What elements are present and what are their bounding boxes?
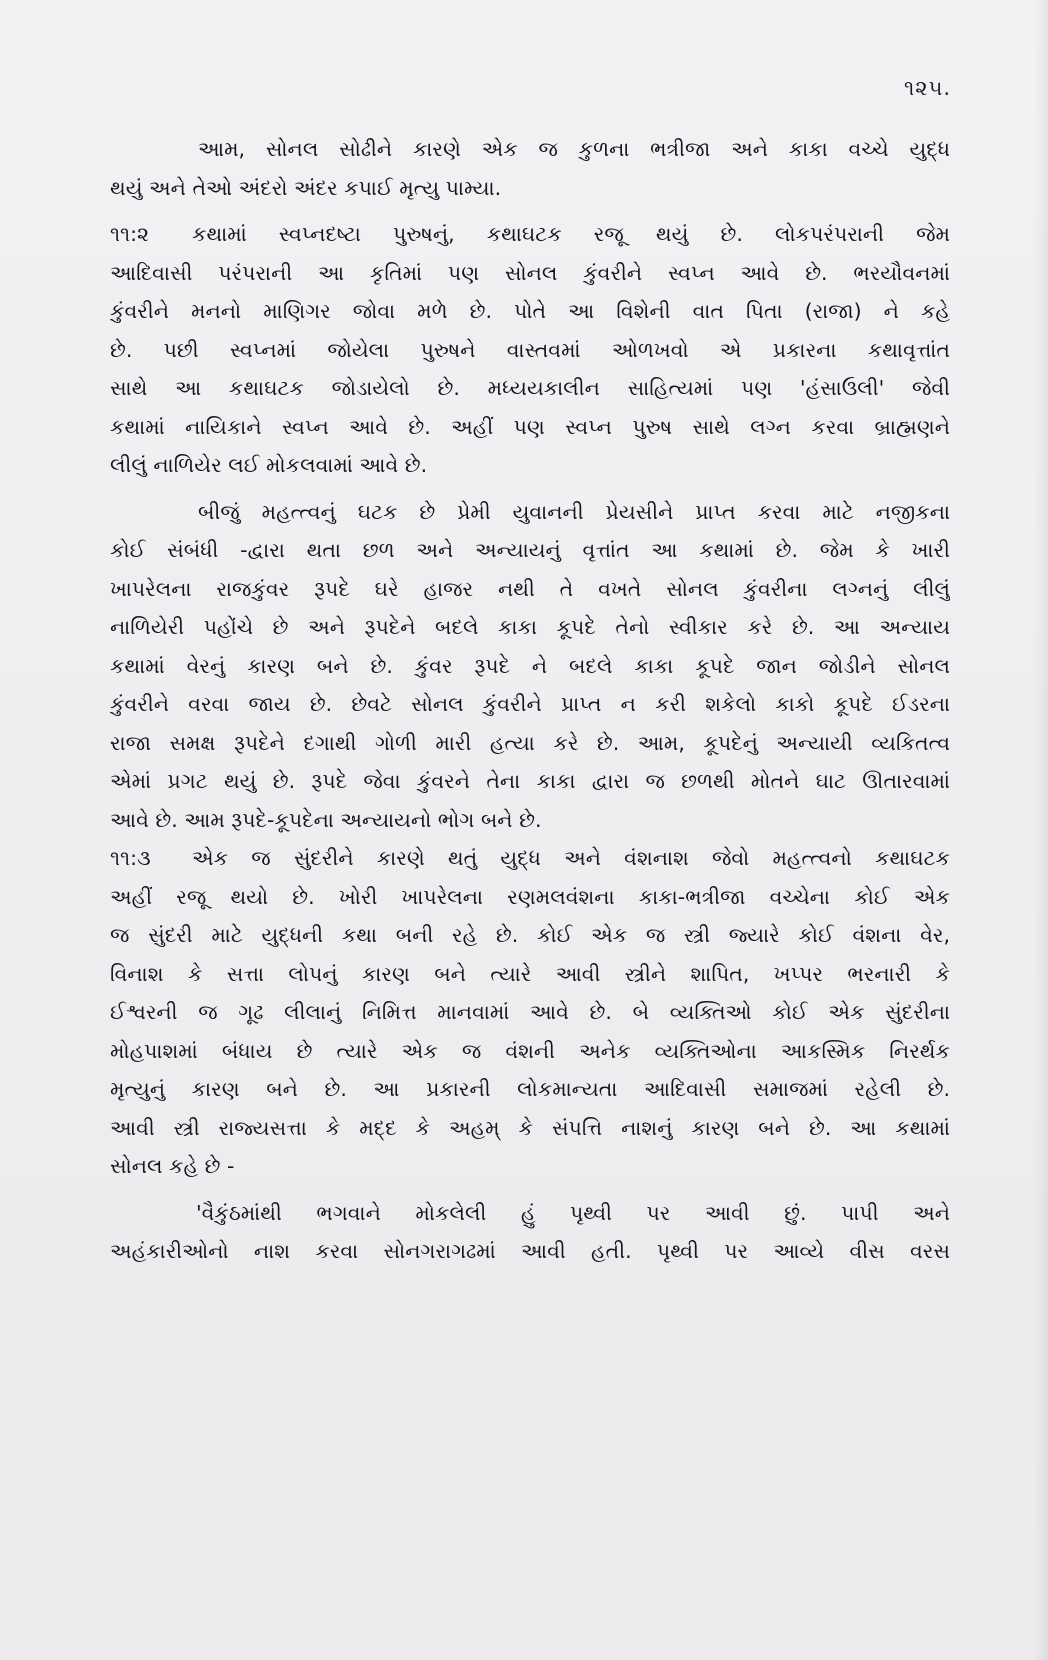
text-line: લીલું નાળિયેર લઈ મોકલવામાં આવે છે. bbox=[110, 453, 428, 477]
text-line: છે. પછી સ્વપ્નમાં જોયેલા પુરુષને વાસ્તવમાં ઓળખવો એ પ્રકારના કથાવૃત્તાંત bbox=[110, 337, 950, 362]
text-line: વિનાશ કે સત્તા લોપનું કારણ બને ત્યારે આવી સ્ત્રીને શાપિત, ખપ્પર ભરનારી કે bbox=[110, 961, 950, 986]
text-line: અહીં રજૂ થયો છે. ખોરી ખાપરેલના રણમલવંશના કાકા-ભત્રીજા વચ્ચેના કોઈ એક bbox=[110, 884, 950, 909]
section-first-line bbox=[110, 215, 950, 254]
body-text bbox=[110, 130, 950, 1271]
text-line: કથામાં વેરનું કારણ બને છે. કુંવર રૂપદે ને બદલે કાકા કૂપદે જાન જોડીને સોનલ bbox=[110, 653, 950, 678]
text-line: એક જ સુંદરીને કારણે થતું યુદ્ધ અને વંશનાશ જેવો મહત્ત્વનો કથાઘટક bbox=[192, 846, 950, 870]
text-line: આમ, સોનલ સોઢીને કારણે એક જ કુળના ભત્રીજા અને કાકા વચ્ચે યુદ્ધ bbox=[198, 137, 950, 161]
text-line: બીજું મહત્ત્વનું ઘટક છે પ્રેમી યુવાનની પ્રેયસીને પ્રાપ્ત કરવા માટે નજીકના bbox=[198, 499, 950, 524]
text-line: આવે છે. આમ રૂપદે-કૂપદેના અન્યાયનો ભોગ બને છે. bbox=[110, 807, 542, 832]
text-line: નાળિયેરી પહોંચે છે અને રૂપદેને બદલે કાકા કૂપદે તેનો સ્વીકાર કરે છે. આ અન્યાય bbox=[110, 615, 950, 639]
text-line: આવી સ્ત્રી રાજ્યસત્તા કે મદ્દ કે અહમ્ કે સંપત્તિ નાશનું કારણ બને છે. આ કથામાં bbox=[110, 1115, 950, 1140]
text-line: કોઈ સંબંધી -દ્વારા થતા છળ અને અન્યાયનું વૃત્તાંત આ કથામાં છે. જેમ કે ખારી bbox=[110, 538, 950, 562]
quote-line: અહંકારીઓનો નાશ કરવા સોનગરાગઢમાં આવી હતી. પૃથ્વી પર આવ્યે વીસ વરસ bbox=[110, 1239, 950, 1263]
text-line: સાથે આ કથાઘટક જોડાયેલો છે. મધ્યયકાલીન સાહિત્યમાં પણ 'હંસાઉલી' જેવી bbox=[110, 376, 950, 400]
text-line: ઈશ્વરની જ ગૂઢ લીલાનું નિમિત્ત માનવામાં આવે છે. બે વ્યક્તિઓ કોઈ એક સુંદરીના bbox=[110, 1000, 950, 1024]
text-line: કથામાં નાયિકાને સ્વપ્ન આવે છે. અહીં પણ સ્વપ્ન પુરુષ સાથે લગ્ન કરવા બ્રાહ્મણને bbox=[110, 414, 950, 439]
section-number: ૧૧:૩ bbox=[110, 846, 151, 870]
page-number: ૧૨૫. bbox=[904, 76, 952, 100]
text-line: થયું અને તેઓ અંદરો અંદર કપાઈ મૃત્યુ પામ્યા. bbox=[110, 175, 502, 200]
text-line: આદિવાસી પરંપરાની આ કૃતિમાં પણ સોનલ કુંવરીને સ્વપ્ન આવે છે. ભરયૌવનમાં bbox=[110, 260, 950, 285]
quote-line: 'વૈકુંઠમાંથી ભગવાને મોકલેલી હું પૃથ્વી પર આવી છું. પાપી અને bbox=[196, 1200, 950, 1225]
text-line: એમાં પ્રગટ થયું છે. રૂપદે જેવા કુંવરને તેના કાકા દ્વારા જ છળથી મોતને ઘાટ ઊતારવામાં bbox=[110, 769, 950, 793]
text-line: મૃત્યુનું કારણ બને છે. આ પ્રકારની લોકમાન્યતા આદિવાસી સમાજમાં રહેલી છે. bbox=[110, 1077, 950, 1101]
text-line: કુંવરીને વરવા જાય છે. છેવટે સોનલ કુંવરીને પ્રાપ્ત ન કરી શકેલો કાકો કૂપદે ઈડરના bbox=[110, 692, 950, 716]
text-line: રાજા સમક્ષ રૂપદેને દગાથી ગોળી મારી હત્યા કરે છે. આમ, કૂપદેનું અન્યાયી વ્યકિતત્વ bbox=[110, 730, 950, 755]
text-line: ખાપરેલના રાજકુંવર રૂપદે ઘરે હાજર નથી તે વખતે સોનલ કુંવરીના લગ્નનું લીલું bbox=[110, 576, 950, 601]
page-edge-shadow bbox=[1034, 0, 1048, 1660]
section-first-line bbox=[110, 839, 950, 878]
text-line: કથામાં સ્વપ્નદષ્ટા પુરુષનું, કથાઘટક રજૂ થયું છે. લોકપરંપરાની જેમ bbox=[192, 222, 950, 246]
text-line: મોહપાશમાં બંધાય છે ત્યારે એક જ વંશની અનેક વ્યક્તિઓના આકસ્મિક નિરર્થક bbox=[110, 1038, 950, 1063]
text-line: જ સુંદરી માટે યુદ્ધની કથા બની રહે છે. કોઈ એક જ સ્ત્રી જ્યારે કોઈ વંશના વેર, bbox=[110, 923, 950, 947]
text-line: સોનલ કહે છે - bbox=[110, 1154, 235, 1178]
text-line: કુંવરીને મનનો માણિગર જોવા મળે છે. પોતે આ વિશેની વાત પિતા (રાજા) ને કહે bbox=[110, 299, 950, 323]
section-number: ૧૧:૨ bbox=[110, 222, 150, 246]
